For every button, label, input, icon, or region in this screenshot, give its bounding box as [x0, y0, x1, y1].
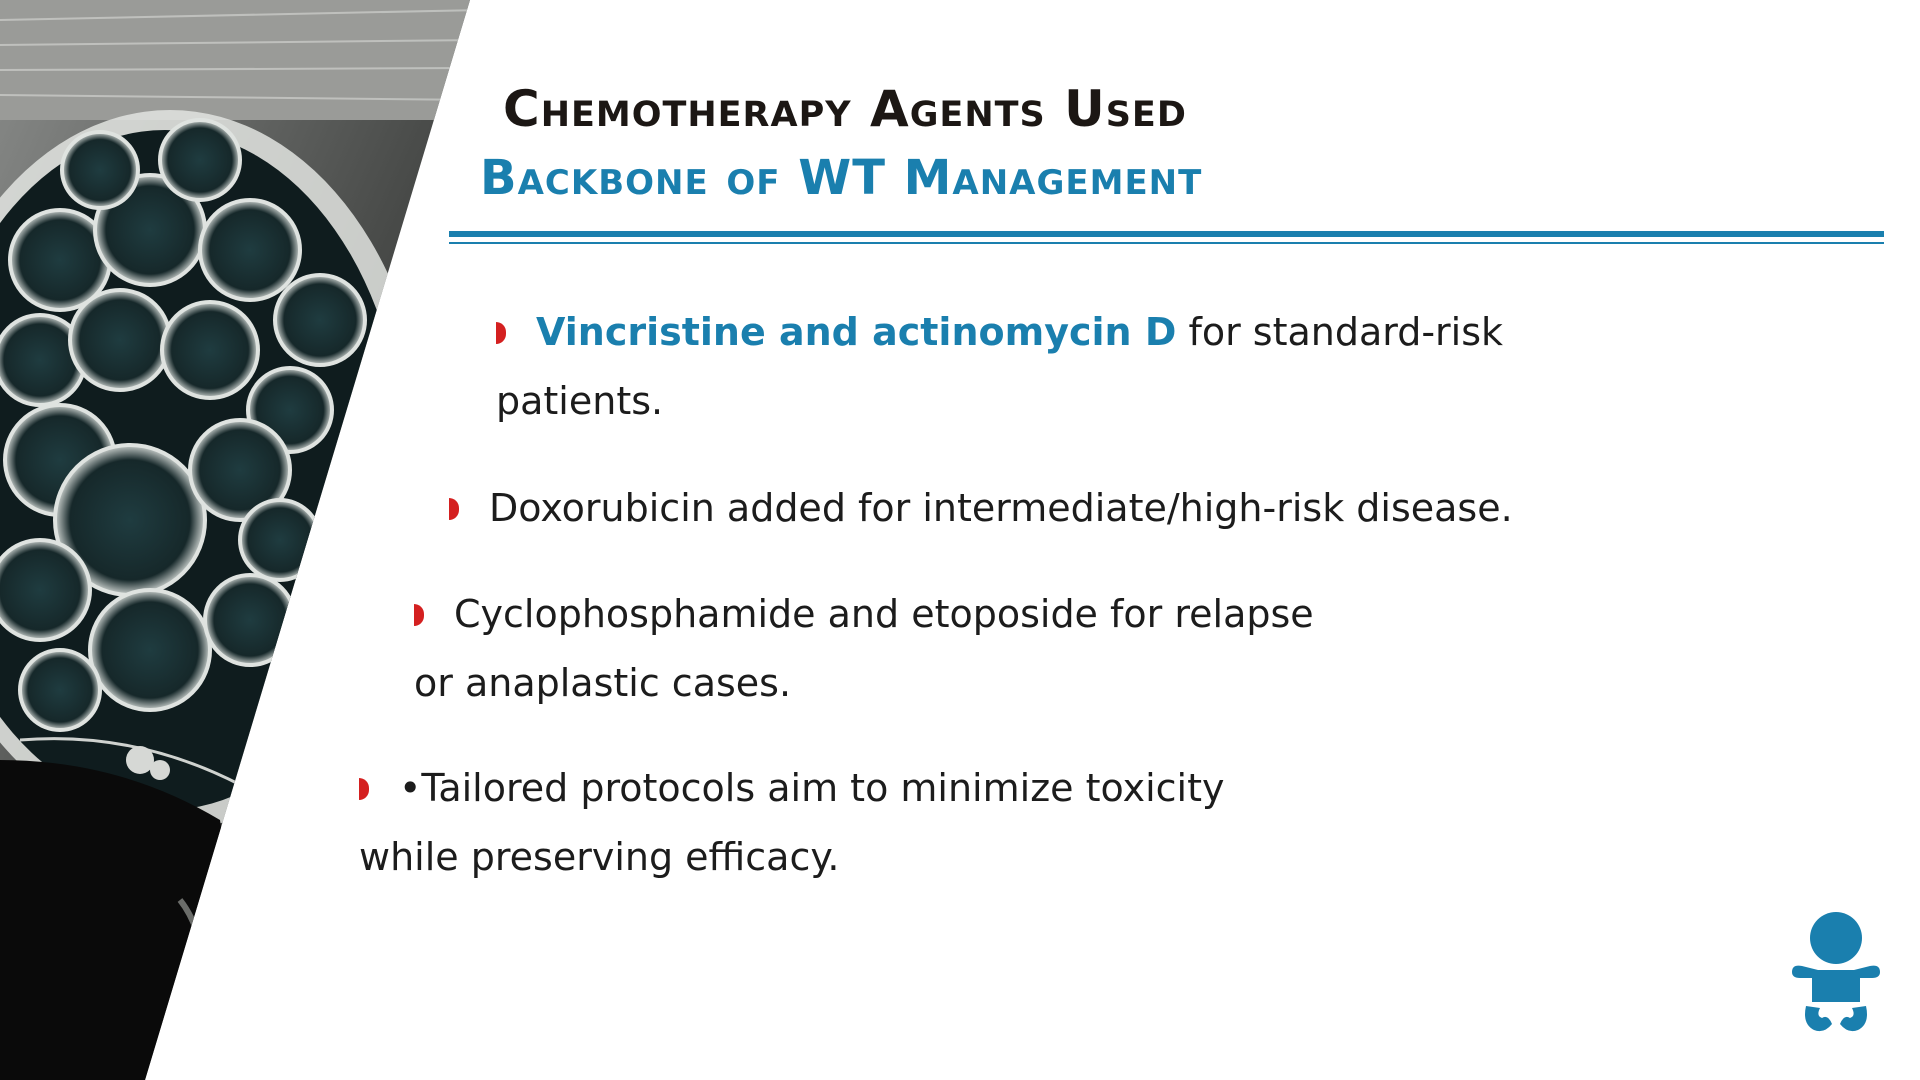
heading-divider-thin [449, 242, 1884, 244]
bullet-3-text-cont: or anaplastic cases. [414, 661, 792, 705]
bullet-4-text: •Tailored protocols aim to minimize toxicity [399, 766, 1225, 810]
bullet-4-text-cont: while preserving efficacy. [359, 835, 840, 879]
half-circle-bullet-icon [359, 778, 369, 800]
baby-icon [1788, 912, 1884, 1038]
bullet-1-text: for standard-risk [1176, 310, 1504, 354]
bullet-2-text: Doxorubicin added for intermediate/high-risk disease. [489, 486, 1513, 530]
bullet-1-highlight: Vincristine and actinomycin D [536, 310, 1177, 354]
slide-subtitle: Backbone of WT Management [480, 150, 1203, 206]
half-circle-bullet-icon [449, 498, 459, 520]
bullet-1-text-cont: patients. [496, 379, 664, 423]
slide-title: Chemotherapy Agents Used [503, 80, 1187, 138]
half-circle-bullet-icon [496, 322, 506, 344]
bullet-item-1 [496, 298, 1503, 436]
bullet-3-text: Cyclophosphamide and etoposide for relapse [454, 592, 1314, 636]
tumor-histology-image [0, 0, 480, 1080]
heading-divider-thick [449, 231, 1884, 237]
bullet-item-3 [414, 580, 1314, 718]
bullet-item-2 [449, 474, 1513, 543]
bullet-item-4 [359, 754, 1224, 892]
half-circle-bullet-icon [414, 604, 424, 626]
